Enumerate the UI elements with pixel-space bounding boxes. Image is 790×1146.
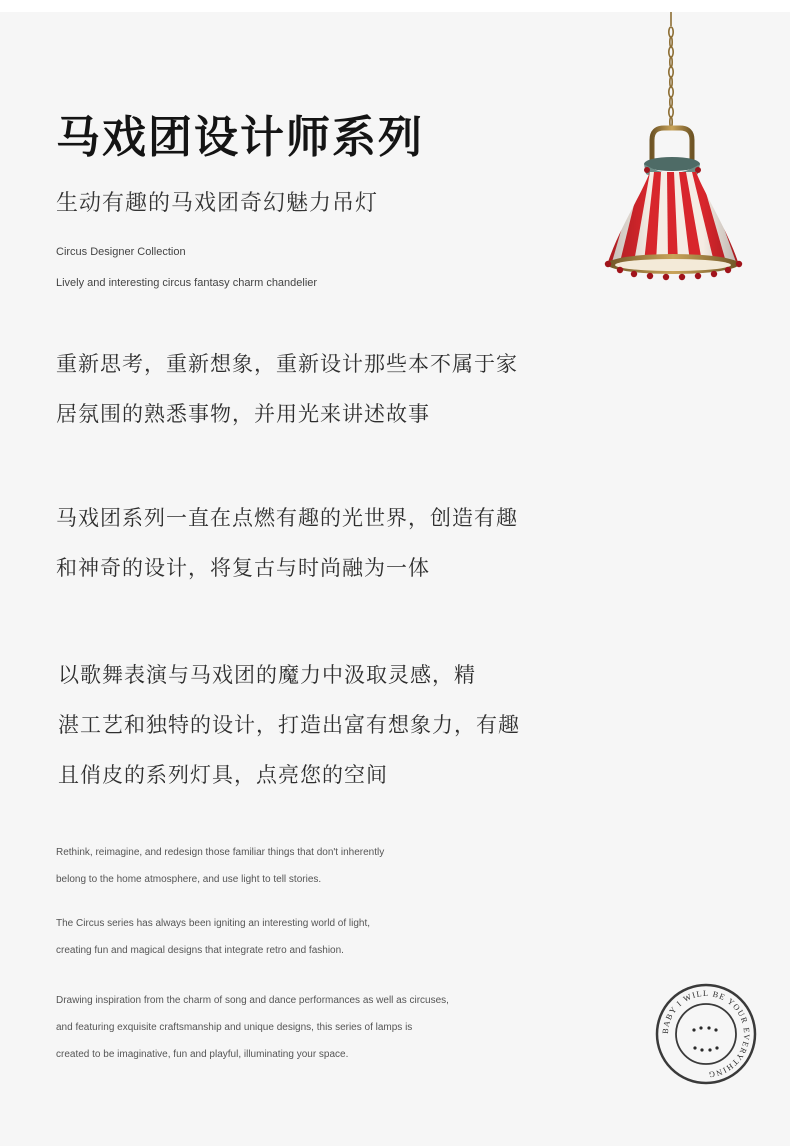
paragraph-line: 马戏团系列一直在点燃有趣的光世界，创造有趣 [56,506,518,530]
english-paragraph-3 [56,987,449,1068]
paragraph-line: 重新思考，重新想象，重新设计那些本不属于家 [56,352,518,376]
english-paragraph-1 [56,839,384,893]
chinese-paragraph-3 [58,650,520,800]
page-title: 马戏团设计师系列 [56,112,424,163]
paragraph-line: and featuring exquisite craftsmanship and unique designs, this series of lamps is [56,1022,413,1033]
paragraph-line: 和神奇的设计，将复古与时尚融为一体 [56,556,430,580]
paragraph-line: 居氛围的熟悉事物，并用光来讲述故事 [56,402,430,426]
page-subtitle: 生动有趣的马戏团奇幻魅力吊灯 [56,191,379,216]
paragraph-line: Rethink, reimagine, and redesign those familiar things that don't inherently [56,847,385,858]
circular-stamp-logo [654,982,758,1086]
paragraph-line: created to be imaginative, fun and playful, illuminating your space. [56,1049,349,1060]
english-title: Circus Designer Collection [56,246,186,258]
stamp-text: BABY I WILL BE YOUR EVERYTHING [660,988,752,1080]
paragraph-line: The Circus series has always been igniting an interesting world of light, [56,918,371,929]
chinese-paragraph-1 [56,339,518,439]
svg-text:BABY I WILL BE YOUR EVERYTHING [661,989,751,1079]
pendant-lamp-image [598,12,748,284]
paragraph-line: creating fun and magical designs that integrate retro and fashion. [56,945,344,956]
paragraph-line: 湛工艺和独特的设计，打造出富有想象力，有趣 [58,713,520,737]
paragraph-line: 且俏皮的系列灯具，点亮您的空间 [58,763,388,787]
paragraph-line: 以歌舞表演与马戏团的魔力中汲取灵感，精 [58,663,476,687]
chinese-paragraph-2 [56,493,518,593]
chain [669,12,673,127]
paragraph-line: Drawing inspiration from the charm of song and dance performances as well as circuses, [56,995,449,1006]
english-subtitle: Lively and interesting circus fantasy charm chandelier [56,277,318,289]
paragraph-line: belong to the home atmosphere, and use light to tell stories. [56,874,322,885]
english-paragraph-2 [56,910,370,964]
top-band [0,0,790,12]
